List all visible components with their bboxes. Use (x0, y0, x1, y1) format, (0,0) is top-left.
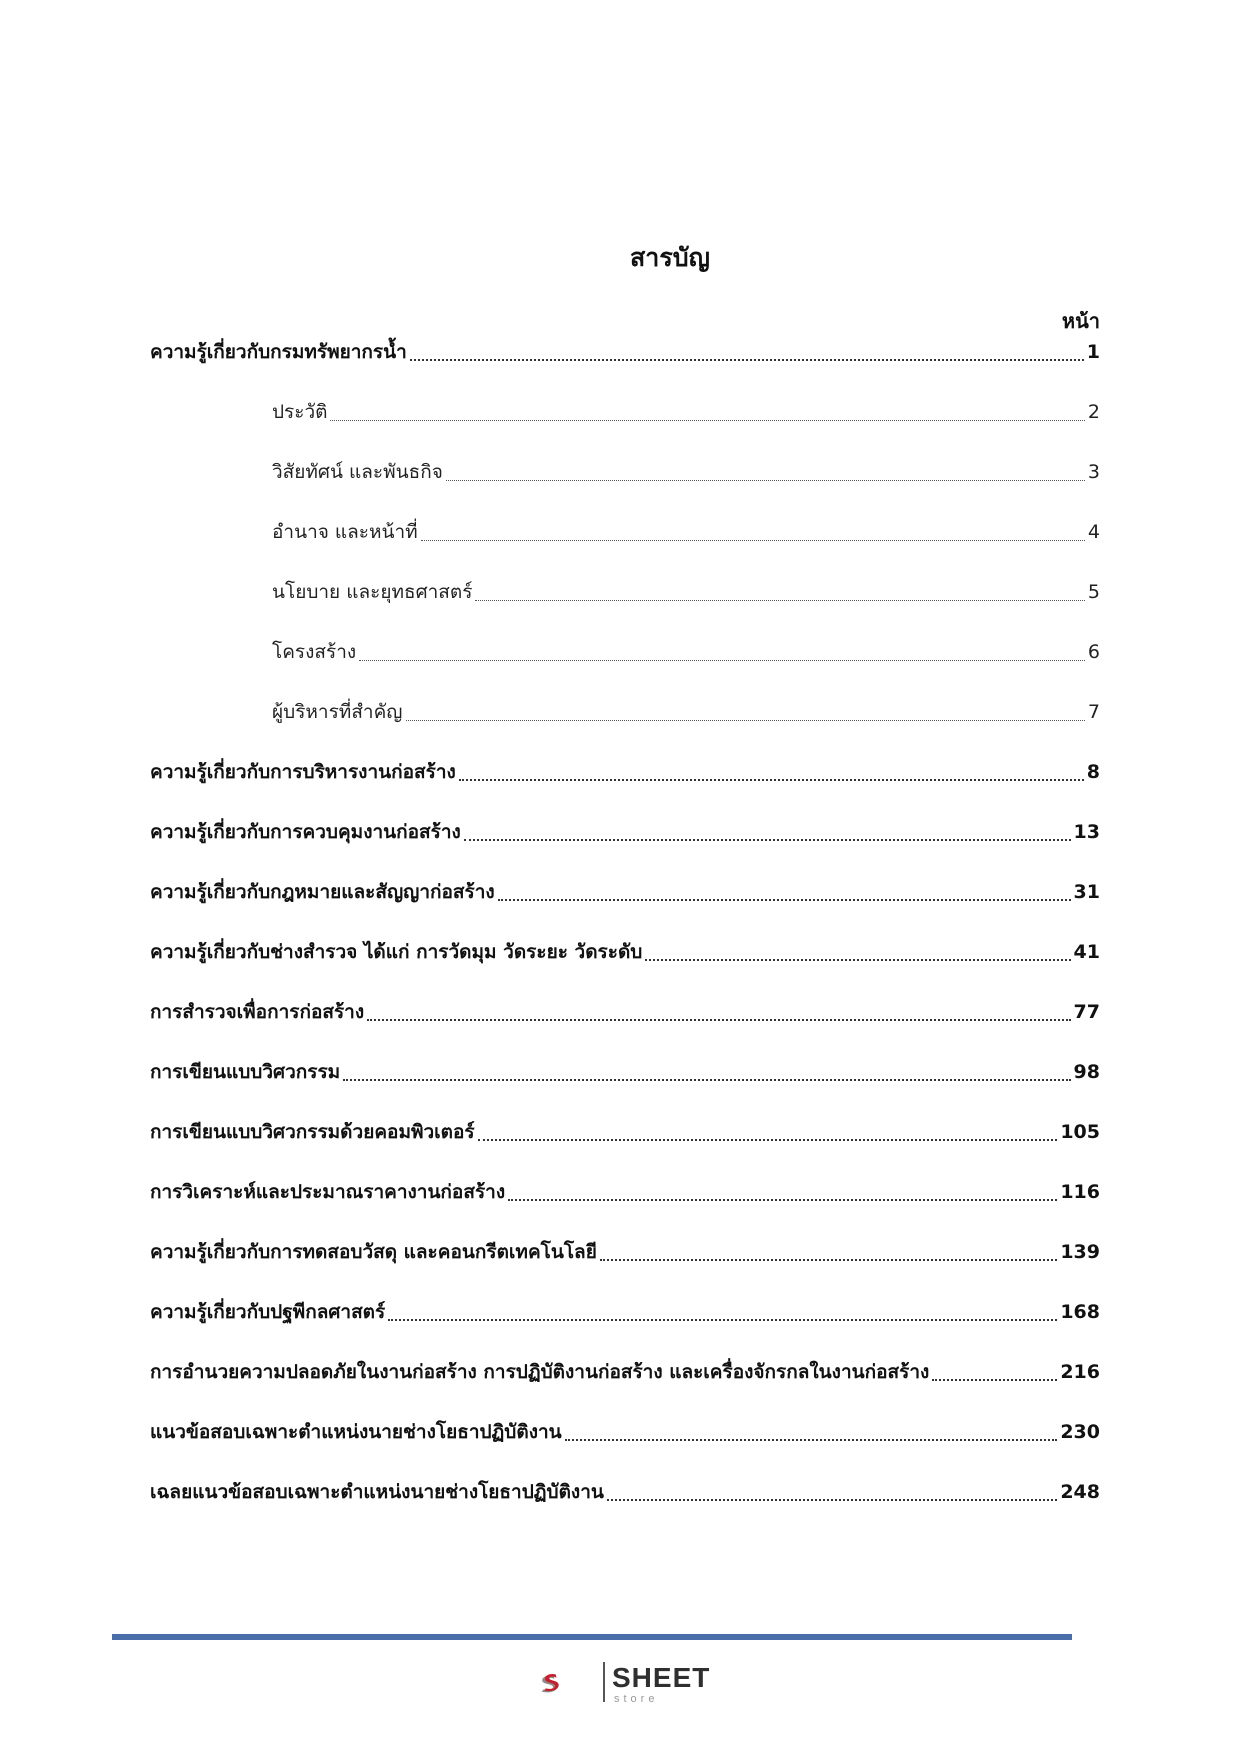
toc-entry-page-number: 77 (1073, 1001, 1100, 1023)
toc-dot-leader (607, 1498, 1057, 1501)
toc-entry[interactable] (150, 1412, 1100, 1452)
toc-entry-label: การเขียนแบบวิศวกรรม (150, 1061, 341, 1083)
toc-dot-leader (459, 778, 1084, 781)
toc-entry-label: ความรู้เกี่ยวกับช่างสำรวจ ได้แก่ การวัดมุม วัดระยะ วัดระดับ (150, 941, 643, 963)
toc-entry-page-number: 3 (1087, 461, 1100, 483)
toc-entry-label: ประวัติ (272, 401, 328, 423)
toc-entry[interactable] (272, 512, 1100, 552)
toc-entry-label: ความรู้เกี่ยวกับกฎหมายและสัญญาก่อสร้าง (150, 881, 495, 903)
toc-entry[interactable] (150, 992, 1100, 1032)
toc-entry-label: นโยบาย และยุทธศาสตร์ (272, 581, 473, 603)
toc-dot-leader (359, 659, 1085, 661)
toc-entry-label: ความรู้เกี่ยวกับการบริหารงานก่อสร้าง (150, 761, 456, 783)
toc-entry[interactable] (150, 1112, 1100, 1152)
toc-entry[interactable] (272, 572, 1100, 612)
toc-entry-page-number: 4 (1087, 521, 1100, 543)
toc-dot-leader (464, 838, 1071, 841)
toc-entry-page-number: 105 (1060, 1121, 1100, 1143)
toc-entry[interactable] (150, 812, 1100, 852)
toc-entry[interactable] (150, 332, 1100, 372)
toc-entry[interactable] (150, 752, 1100, 792)
toc-entry-page-number: 41 (1073, 941, 1100, 963)
toc-dot-leader (421, 539, 1085, 541)
toc-entry[interactable] (272, 452, 1100, 492)
toc-entry-page-number: 7 (1087, 701, 1100, 723)
toc-entry-page-number: 1 (1086, 341, 1100, 363)
logo-wordmark: SHEET (612, 1662, 711, 1693)
page-title: สารบัญ (630, 243, 710, 272)
toc-entry-label: ความรู้เกี่ยวกับการควบคุมงานก่อสร้าง (150, 821, 461, 843)
toc-dot-leader (498, 898, 1071, 901)
toc-dot-leader (478, 1138, 1058, 1141)
toc-entry[interactable] (272, 632, 1100, 672)
toc-dot-leader (508, 1198, 1057, 1201)
toc-entry-label: อำนาจ และหน้าที่ (272, 521, 418, 543)
toc-entry-page-number: 168 (1060, 1301, 1100, 1323)
toc-entry-page-number: 230 (1060, 1421, 1100, 1443)
toc-dot-leader (446, 479, 1085, 481)
toc-entry-label: การสำรวจเพื่อการก่อสร้าง (150, 1001, 365, 1023)
toc-dot-leader (475, 599, 1084, 601)
toc-entry-page-number: 216 (1060, 1361, 1100, 1383)
toc-entry-page-number: 6 (1087, 641, 1100, 663)
toc-entry[interactable] (272, 392, 1100, 432)
toc-entry-label: ผู้บริหารที่สำคัญ (272, 701, 403, 723)
toc-entry[interactable] (150, 1352, 1100, 1392)
toc-dot-leader (367, 1018, 1070, 1021)
logo-divider (603, 1662, 605, 1702)
toc-entry-label: เฉลยแนวข้อสอบเฉพาะตำแหน่งนายช่างโยธาปฏิบัติงาน (150, 1481, 604, 1503)
toc-entry[interactable] (150, 1292, 1100, 1332)
toc-entry-label: โครงสร้าง (272, 641, 357, 663)
toc-dot-leader (600, 1258, 1058, 1261)
toc-entry-label: วิสัยทัศน์ และพันธกิจ (272, 461, 443, 483)
page-column-header: หน้า (1061, 309, 1100, 333)
footer-rule (112, 1634, 1072, 1640)
toc-entry-label: การวิเคราะห์และประมาณราคางานก่อสร้าง (150, 1181, 506, 1203)
toc-entry-label: ความรู้เกี่ยวกับกรมทรัพยากรน้ำ (150, 341, 407, 363)
toc-entry-label: การอำนวยความปลอดภัยในงานก่อสร้าง การปฏิบัติงานก่อสร้าง และเครื่องจักรกลในงานก่อสร้าง (150, 1361, 930, 1383)
toc-entry[interactable] (272, 692, 1100, 732)
toc-dot-leader (565, 1438, 1058, 1441)
toc-entry[interactable] (150, 1472, 1100, 1512)
toc-dot-leader (343, 1078, 1070, 1081)
toc-entry-page-number: 248 (1060, 1481, 1100, 1503)
logo-subtext: store (614, 1693, 659, 1705)
toc-entry[interactable] (150, 932, 1100, 972)
toc-entry-label: ความรู้เกี่ยวกับปฐพีกลศาสตร์ (150, 1301, 386, 1323)
toc-entry-page-number: 31 (1073, 881, 1100, 903)
toc-entry[interactable] (150, 872, 1100, 912)
sheet-store-s-logo-icon (538, 1655, 602, 1711)
toc-dot-leader (388, 1318, 1057, 1321)
toc-entry-page-number: 5 (1087, 581, 1100, 603)
toc-dot-leader (645, 958, 1070, 961)
toc-entry-page-number: 8 (1086, 761, 1100, 783)
toc-entry-label: การเขียนแบบวิศวกรรมด้วยคอมพิวเตอร์ (150, 1121, 475, 1143)
toc-entry[interactable] (150, 1052, 1100, 1092)
toc-dot-leader (406, 719, 1085, 721)
toc-entry[interactable] (150, 1172, 1100, 1212)
toc-entry-page-number: 98 (1073, 1061, 1100, 1083)
toc-dot-leader (330, 419, 1084, 421)
toc-entry-label: แนวข้อสอบเฉพาะตำแหน่งนายช่างโยธาปฏิบัติงาน (150, 1421, 562, 1443)
toc-entry-page-number: 2 (1087, 401, 1100, 423)
toc-entry-page-number: 116 (1060, 1181, 1100, 1203)
toc-entry-page-number: 139 (1060, 1241, 1100, 1263)
toc-entry-label: ความรู้เกี่ยวกับการทดสอบวัสดุ และคอนกรีตเทคโนโลยี (150, 1241, 597, 1263)
toc-dot-leader (932, 1378, 1057, 1381)
toc-entry[interactable] (150, 1232, 1100, 1272)
toc-entry-page-number: 13 (1073, 821, 1100, 843)
toc-dot-leader (410, 358, 1084, 361)
